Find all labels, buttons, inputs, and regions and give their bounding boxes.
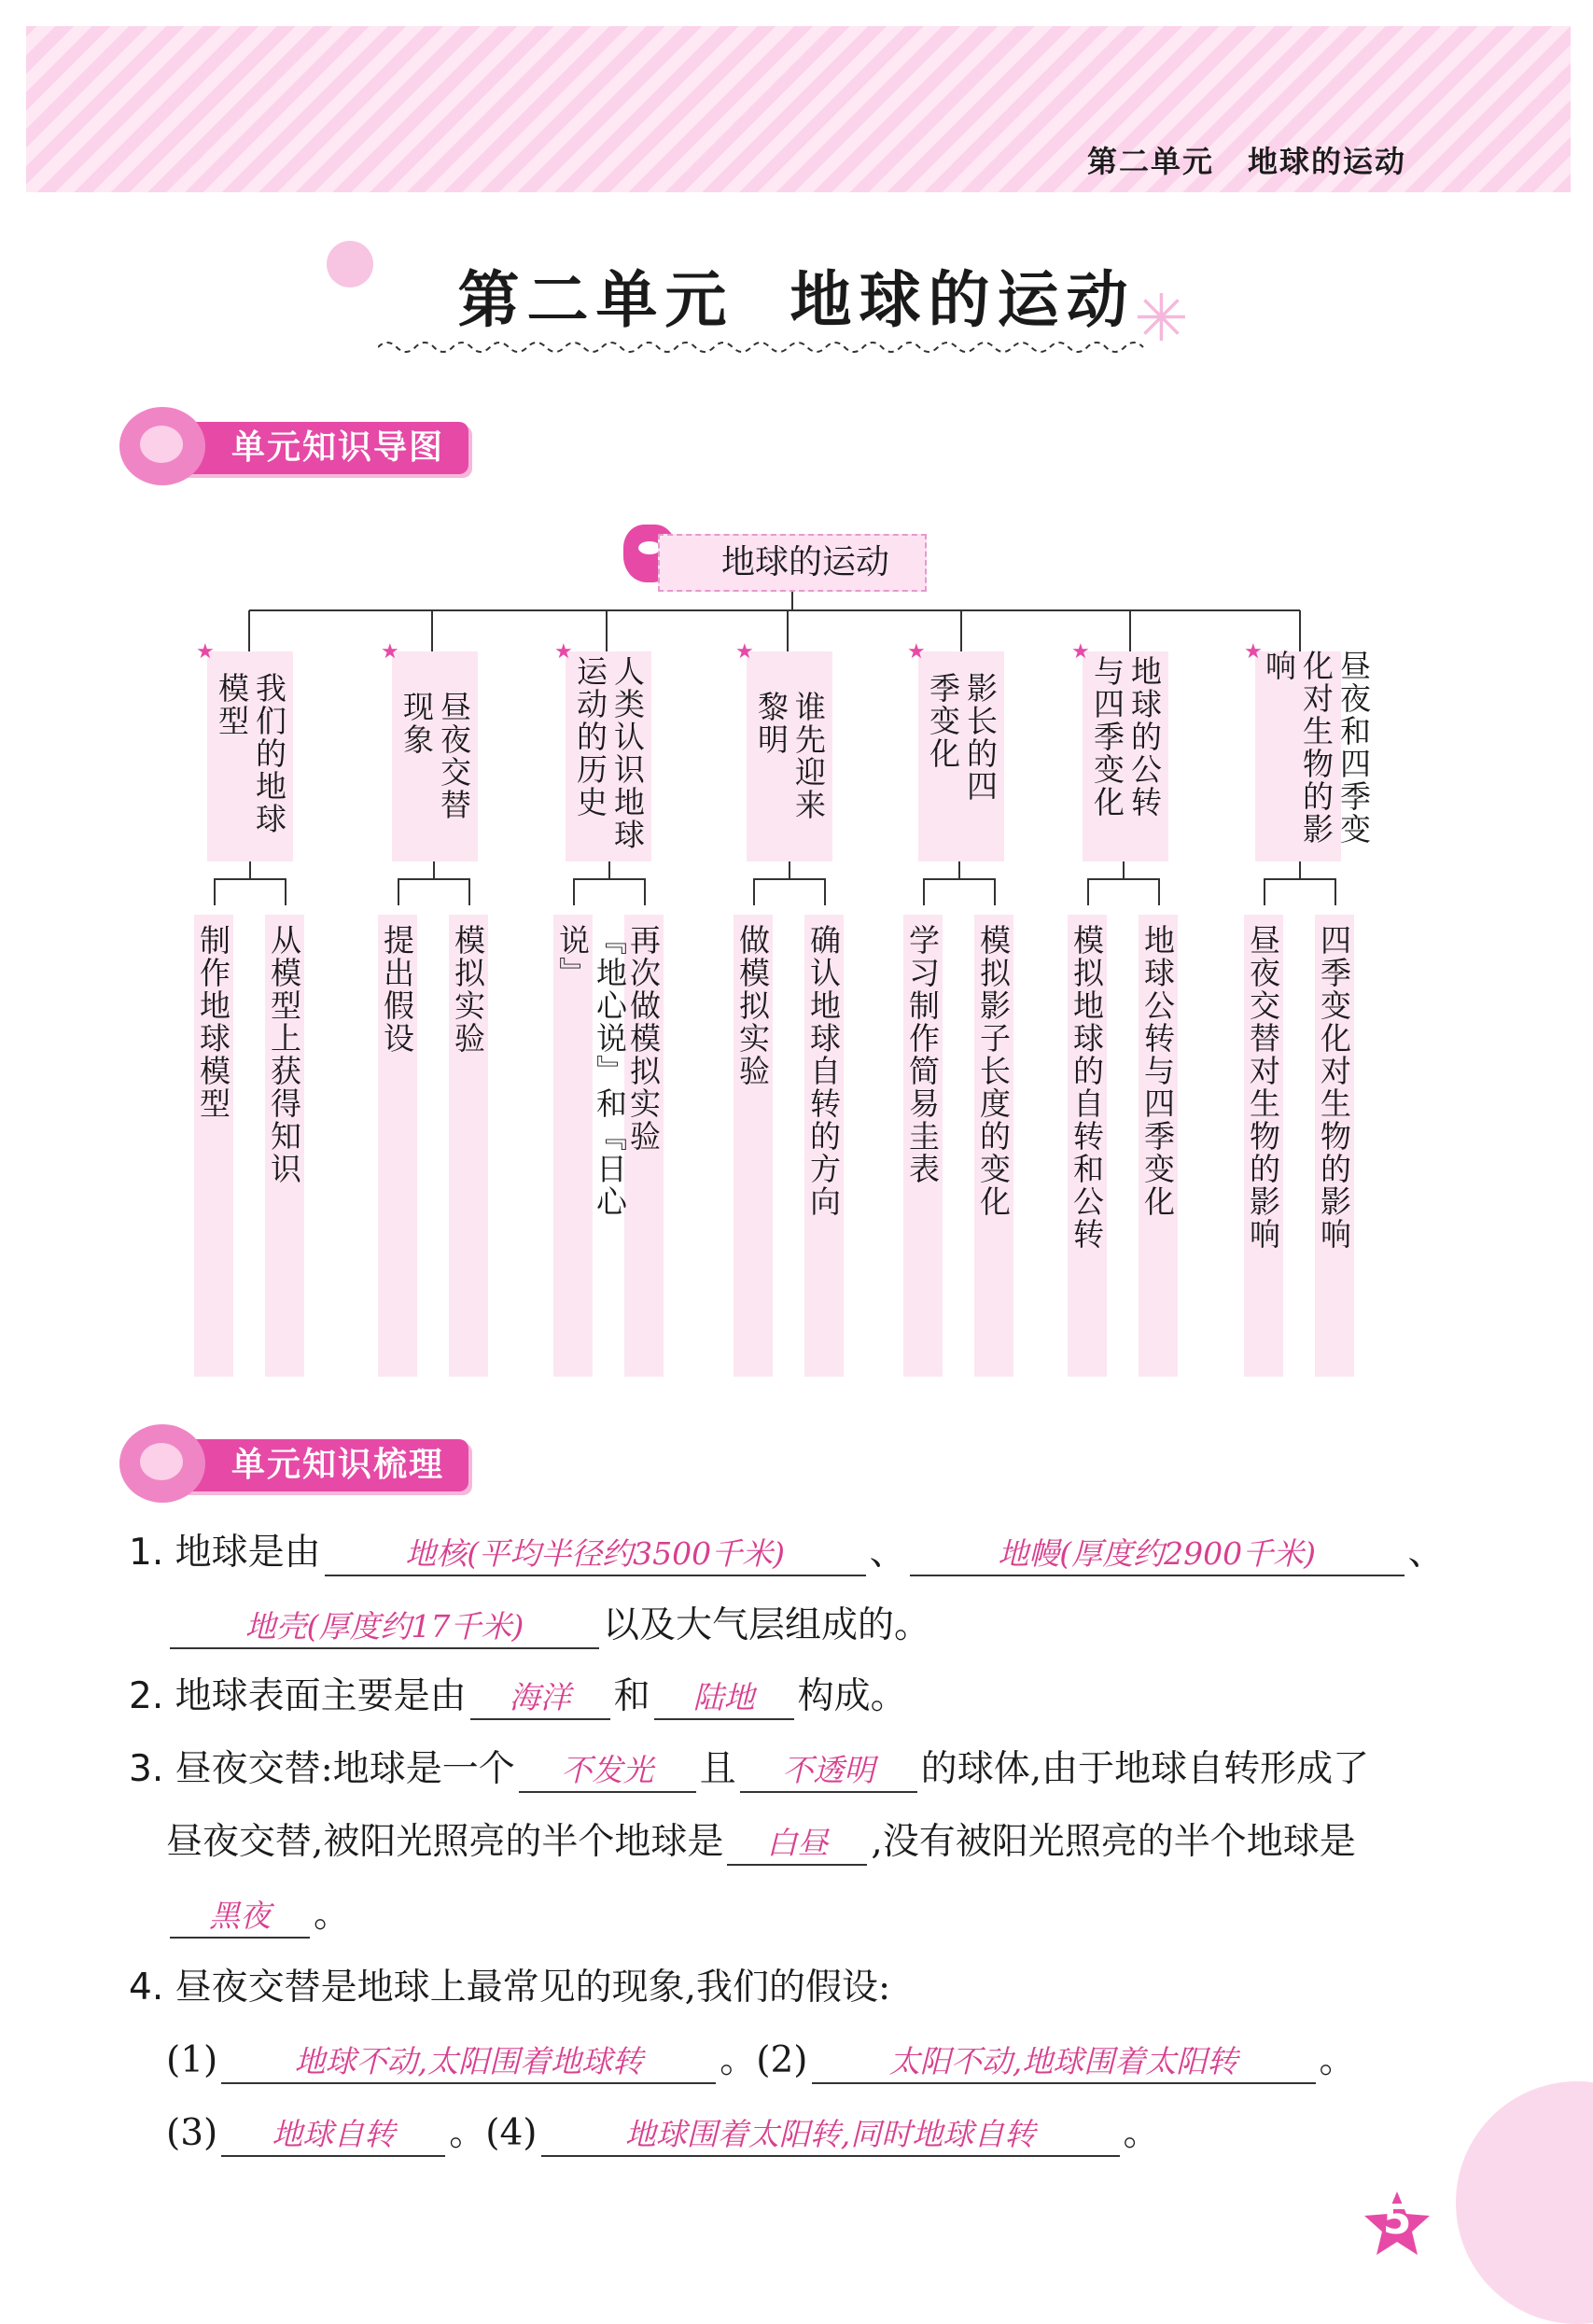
section-badge-review: [129, 1439, 468, 1491]
title-unit: 第二单元: [457, 264, 734, 336]
mindmap-leaf: 再次做模拟实验: [625, 924, 662, 1153]
mindmap-leaf: 四季变化对生物的影响: [1316, 924, 1352, 1251]
separator: 。: [720, 2039, 757, 2081]
mindmap-branch: 昼夜和四季变化对生物的影响: [1261, 650, 1372, 846]
separator: 、: [1407, 1532, 1445, 1574]
question-number: 4.: [129, 1967, 164, 2009]
item-label: (4): [485, 2112, 538, 2154]
answer-blank: 黑夜: [170, 1896, 310, 1939]
star-icon: ★: [907, 640, 926, 664]
mindmap-leaf: 『地心说』和『日心说』: [554, 924, 628, 1218]
question-number: 2.: [129, 1675, 164, 1717]
question-4-hypotheses-2: [166, 2104, 1160, 2157]
mindmap-leaf: 制作地球模型: [195, 924, 231, 1120]
mindmap-root: 地球的运动: [658, 534, 927, 592]
separator: 。: [1319, 2039, 1356, 2081]
mindmap-branch: 谁先迎来黎明: [753, 691, 827, 821]
answer-blank: 海洋: [470, 1677, 610, 1720]
answer-blank: 地球围着太阳转,同时地球自转: [541, 2114, 1120, 2157]
header-unit: 第二单元: [1086, 144, 1214, 179]
question-text: 的球体,由于地球自转形成了: [920, 1748, 1370, 1790]
mindmap-branch: 昼夜交替现象: [398, 691, 472, 821]
header-topic: 地球的运动: [1247, 144, 1406, 179]
answer-blank: 地球不动,太阳围着地球转: [221, 2041, 716, 2084]
star-icon: ★: [1244, 640, 1263, 664]
question-text: 且: [699, 1748, 736, 1790]
mindmap-leaf: 确认地球自转的方向: [805, 924, 842, 1218]
question-text: 昼夜交替是地球上最常见的现象,我们的假设:: [175, 1967, 891, 2009]
item-label: (2): [756, 2039, 808, 2081]
question-number: 1.: [129, 1532, 164, 1574]
item-label: (1): [166, 2039, 218, 2081]
title-topic: 地球的运动: [790, 264, 1136, 336]
question-text: 昼夜交替,被阳光照亮的半个地球是: [166, 1821, 724, 1863]
question-text: 地球表面主要是由: [175, 1675, 467, 1717]
mindmap-branch: 地球的公转与四季变化: [1089, 655, 1163, 819]
answer-blank: 地球自转: [221, 2114, 445, 2157]
item-label: (3): [166, 2112, 218, 2154]
question-1-line1: [129, 1523, 1445, 1576]
question-3-line1: [129, 1740, 1369, 1793]
question-1-line2: [166, 1596, 930, 1649]
question-3-line2: [166, 1813, 1356, 1866]
question-text: 昼夜交替:地球是一个: [175, 1748, 515, 1790]
question-3-line3: [166, 1885, 350, 1939]
mindmap-leaf: 做模拟实验: [734, 924, 771, 1087]
mindmap-branch: 人类认识地球运动的历史: [572, 655, 646, 851]
mindmap-leaf: 昼夜交替对生物的影响: [1245, 924, 1281, 1251]
section-review-label: 单元知识梳理: [231, 1446, 445, 1484]
question-text: 以及大气层组成的。: [603, 1604, 931, 1646]
answer-blank: 地幔(厚度约2900千米): [910, 1533, 1404, 1576]
question-text: 构成。: [797, 1675, 907, 1717]
answer-blank: 地核(平均半径约3500千米): [325, 1533, 866, 1576]
separator: 。: [449, 2112, 486, 2154]
star-icon: ★: [735, 640, 754, 664]
question-text: 地球是由: [175, 1532, 321, 1574]
answer-blank: 不透明: [740, 1750, 917, 1793]
section-map-label: 单元知识导图: [231, 428, 445, 467]
mindmap-leaf: 模拟影子长度的变化: [975, 924, 1012, 1218]
mindmap-leaf: 模拟实验: [450, 924, 486, 1055]
answer-blank: 地壳(厚度约17千米): [170, 1606, 599, 1649]
mindmap-leaf: 学习制作简易圭表: [904, 924, 941, 1185]
mindmap-branch: 影长的四季变化: [925, 672, 999, 803]
mindmap-leaf: 模拟地球的自转和公转: [1069, 924, 1105, 1251]
answer-blank: 不发光: [519, 1750, 696, 1793]
mindmap-leaf: 从模型上获得知识: [266, 924, 302, 1185]
corner-decoration: [1456, 2081, 1593, 2324]
star-icon: ★: [381, 640, 399, 664]
fox-icon: [119, 1424, 205, 1503]
mindmap-leaf: 地球公转与四季变化: [1139, 924, 1176, 1218]
question-4: [129, 1958, 890, 2010]
decor-flower-icon: ✳: [1134, 280, 1189, 357]
question-text: ,没有被阳光照亮的半个地球是: [871, 1821, 1356, 1863]
mindmap-leaf: 提出假设: [379, 924, 415, 1055]
star-icon: ★: [196, 640, 215, 664]
answer-blank: 太阳不动,地球围着太阳转: [812, 2041, 1316, 2084]
question-4-hypotheses-1: [166, 2031, 1356, 2084]
question-text: 。: [314, 1894, 351, 1936]
question-number: 3.: [129, 1748, 164, 1790]
answer-blank: 陆地: [654, 1677, 794, 1720]
star-icon: ★: [554, 640, 573, 664]
separator: 、: [869, 1532, 906, 1574]
question-text: 和: [613, 1675, 650, 1717]
separator: 。: [1123, 2112, 1160, 2154]
answer-blank: 白昼: [727, 1823, 867, 1866]
question-2: [129, 1667, 907, 1720]
mindmap-branch: 我们的地球模型: [214, 672, 287, 835]
star-icon: ★: [1071, 640, 1090, 664]
page-number: 5: [1382, 2196, 1412, 2244]
